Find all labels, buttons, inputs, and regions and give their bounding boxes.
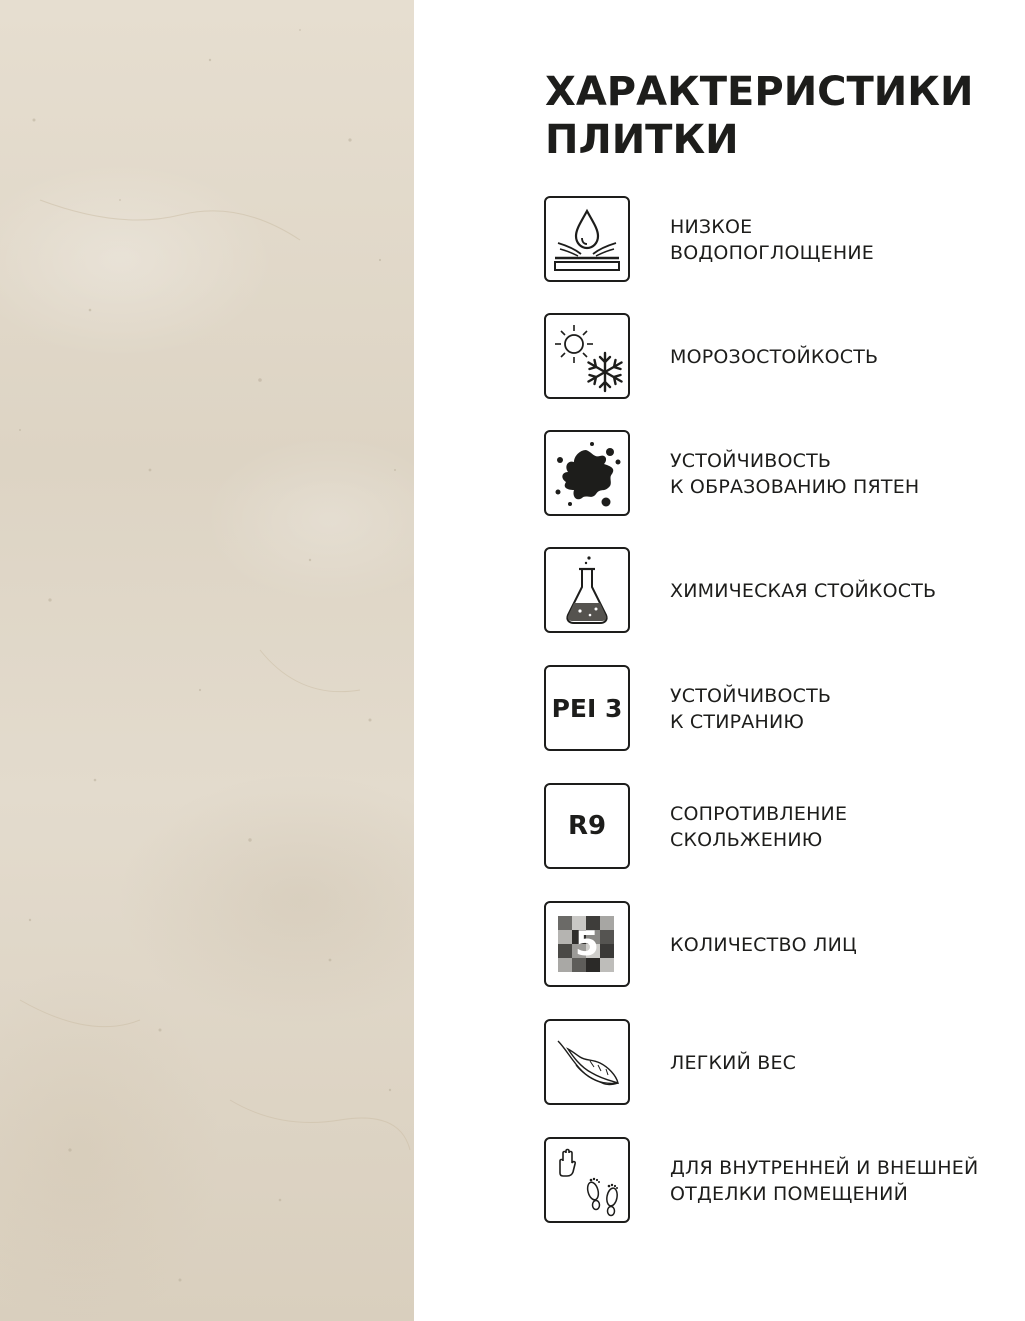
feature-chemical-resistance xyxy=(544,547,1014,637)
concrete-texture-panel xyxy=(0,0,414,1321)
flask-icon xyxy=(544,547,630,633)
feather-icon xyxy=(544,1019,630,1105)
feature-label: ЛЕГКИЙ ВЕС xyxy=(670,1052,797,1074)
feature-frost-resistance xyxy=(544,313,1014,403)
feature-label: ХИМИЧЕСКАЯ СТОЙКОСТЬ xyxy=(670,580,937,602)
feature-label: МОРОЗОСТОЙКОСТЬ xyxy=(670,346,879,368)
feature-abrasion-resistance xyxy=(544,665,1014,755)
feature-indoor-outdoor xyxy=(544,1137,1014,1227)
feature-light-weight xyxy=(544,1019,1014,1109)
sun-snowflake-icon xyxy=(544,313,630,399)
feature-label: НИЗКОЕ ВОДОПОГЛОЩЕНИЕ xyxy=(670,216,874,264)
checker-faces-icon xyxy=(544,901,630,987)
feature-label: УСТОЙЧИВОСТЬ К СТИРАНИЮ xyxy=(670,685,832,733)
pei-value: PEI 3 xyxy=(551,693,623,723)
page-title xyxy=(545,68,985,164)
feature-water-absorption xyxy=(544,196,1014,286)
pei-icon xyxy=(544,665,630,751)
feature-stain-resistance xyxy=(544,430,1014,520)
title-line-1: ХАРАКТЕРИСТИКИ xyxy=(545,69,974,115)
feature-face-count xyxy=(544,901,1014,991)
concrete-specks xyxy=(0,0,414,1321)
r9-icon xyxy=(544,783,630,869)
feature-slip-resistance xyxy=(544,783,1014,873)
hand-footprints-icon xyxy=(544,1137,630,1223)
feature-label: УСТОЙЧИВОСТЬ К ОБРАЗОВАНИЮ ПЯТЕН xyxy=(670,450,920,498)
feature-label: КОЛИЧЕСТВО ЛИЦ xyxy=(670,934,857,956)
title-line-2: ПЛИТКИ xyxy=(545,117,739,163)
slip-class-value: R9 xyxy=(567,811,607,841)
face-count-value: 5 xyxy=(575,924,599,964)
water-drop-icon xyxy=(544,196,630,282)
stain-splash-icon xyxy=(544,430,630,516)
feature-label: СОПРОТИВЛЕНИЕ СКОЛЬЖЕНИЮ xyxy=(670,803,848,851)
feature-label: ДЛЯ ВНУТРЕННЕЙ И ВНЕШНЕЙ ОТДЕЛКИ ПОМЕЩЕНИЙ xyxy=(670,1157,979,1205)
